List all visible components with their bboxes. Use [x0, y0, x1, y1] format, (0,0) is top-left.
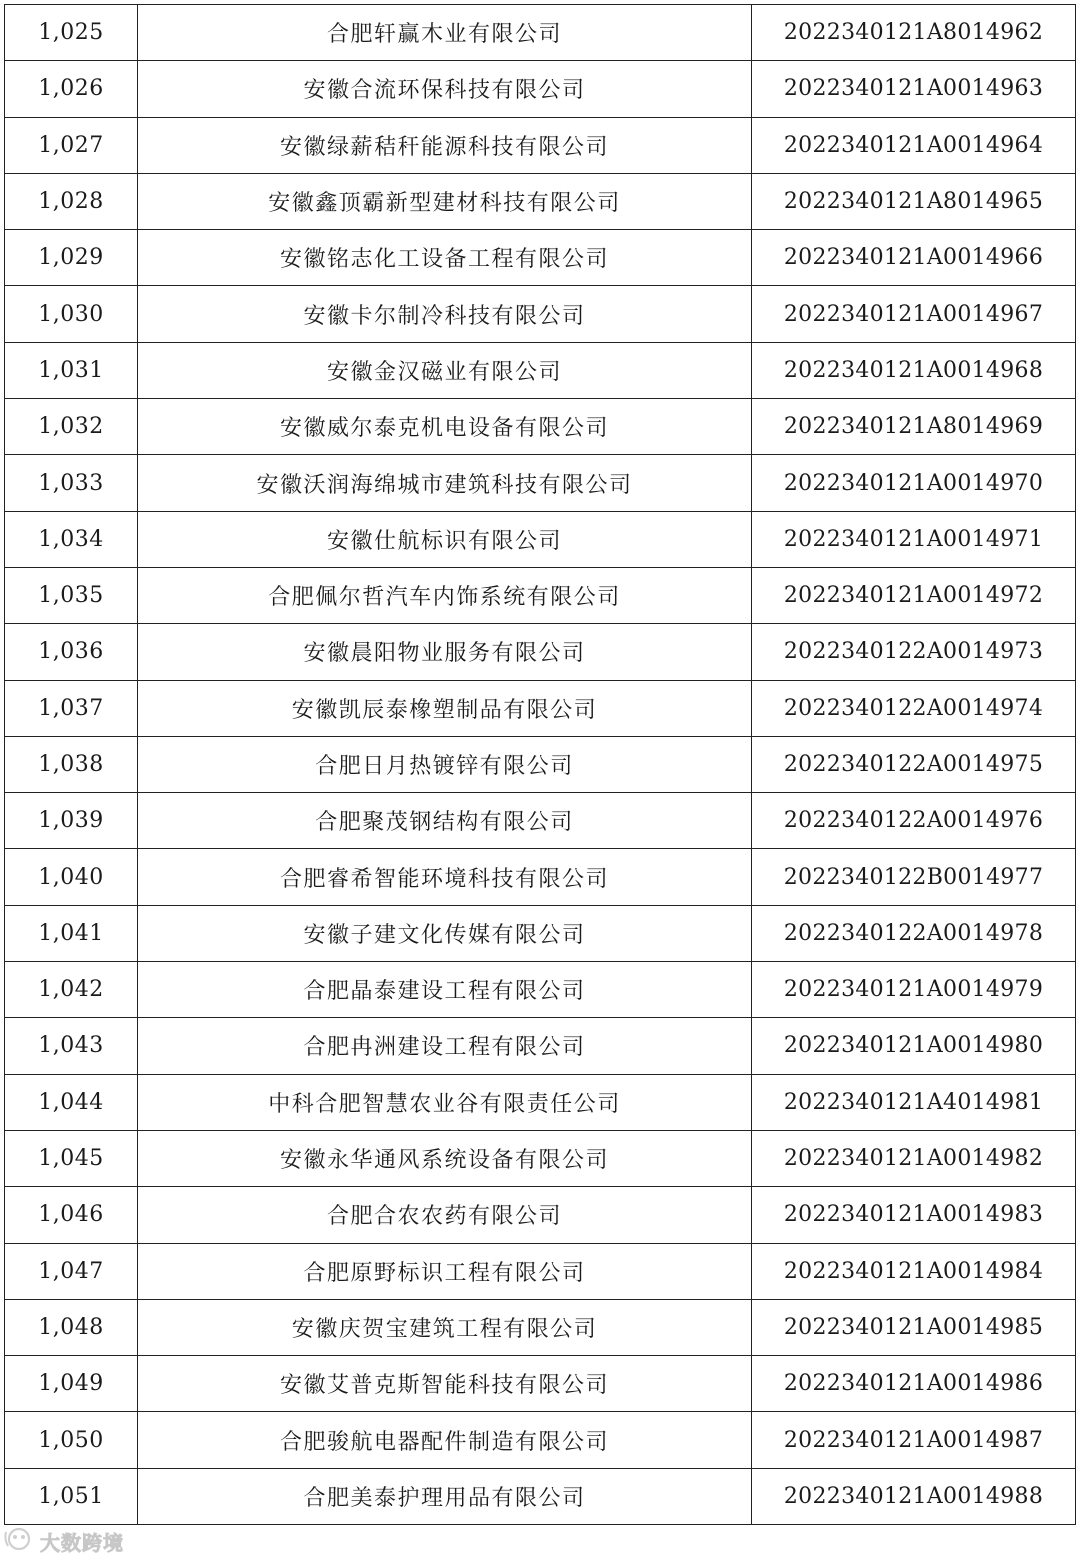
registration-code-cell: 2022340121A0014972	[752, 567, 1076, 623]
serial-number-cell: 1,030	[5, 286, 138, 342]
registration-code-cell: 2022340122A0014973	[752, 624, 1076, 680]
serial-number-cell: 1,040	[5, 849, 138, 905]
registration-code-cell: 2022340121A0014983	[752, 1187, 1076, 1243]
serial-number-cell: 1,048	[5, 1299, 138, 1355]
company-roster-table	[4, 4, 1076, 1525]
table-row	[5, 1412, 1076, 1468]
company-name-cell: 安徽鑫顶霸新型建材科技有限公司	[138, 173, 752, 229]
company-name-cell: 合肥睿希智能环境科技有限公司	[138, 849, 752, 905]
table-row	[5, 511, 1076, 567]
company-roster-sheet	[4, 4, 1075, 1525]
company-name-cell: 安徽绿薪秸秆能源科技有限公司	[138, 117, 752, 173]
registration-code-cell: 2022340121A0014970	[752, 455, 1076, 511]
company-name-cell: 安徽威尔泰克机电设备有限公司	[138, 399, 752, 455]
table-row	[5, 286, 1076, 342]
company-name-cell: 安徽沃润海绵城市建筑科技有限公司	[138, 455, 752, 511]
company-name-cell: 合肥佩尔哲汽车内饰系统有限公司	[138, 567, 752, 623]
serial-number-cell: 1,031	[5, 342, 138, 398]
table-row	[5, 1018, 1076, 1074]
company-name-cell: 安徽铭志化工设备工程有限公司	[138, 230, 752, 286]
serial-number-cell: 1,047	[5, 1243, 138, 1299]
serial-number-cell: 1,049	[5, 1356, 138, 1412]
table-row	[5, 1468, 1076, 1524]
registration-code-cell: 2022340121A0014968	[752, 342, 1076, 398]
table-row	[5, 1074, 1076, 1130]
registration-code-cell: 2022340121A0014966	[752, 230, 1076, 286]
company-name-cell: 安徽凯辰泰橡塑制品有限公司	[138, 680, 752, 736]
serial-number-cell: 1,025	[5, 5, 138, 61]
registration-code-cell: 2022340122A0014976	[752, 793, 1076, 849]
company-name-cell: 合肥冉洲建设工程有限公司	[138, 1018, 752, 1074]
registration-code-cell: 2022340121A0014980	[752, 1018, 1076, 1074]
registration-code-cell: 2022340121A0014984	[752, 1243, 1076, 1299]
company-name-cell: 安徽仕航标识有限公司	[138, 511, 752, 567]
table-row	[5, 905, 1076, 961]
serial-number-cell: 1,027	[5, 117, 138, 173]
table-row	[5, 793, 1076, 849]
table-row	[5, 1299, 1076, 1355]
serial-number-cell: 1,035	[5, 567, 138, 623]
company-name-cell: 合肥骏航电器配件制造有限公司	[138, 1412, 752, 1468]
table-row	[5, 1187, 1076, 1243]
table-row	[5, 455, 1076, 511]
serial-number-cell: 1,037	[5, 680, 138, 736]
serial-number-cell: 1,028	[5, 173, 138, 229]
table-row	[5, 61, 1076, 117]
company-name-cell: 合肥美泰护理用品有限公司	[138, 1468, 752, 1524]
registration-code-cell: 2022340121A0014982	[752, 1130, 1076, 1186]
table-row	[5, 567, 1076, 623]
table-row	[5, 342, 1076, 398]
serial-number-cell: 1,051	[5, 1468, 138, 1524]
table-row	[5, 117, 1076, 173]
company-name-cell: 安徽金汉磁业有限公司	[138, 342, 752, 398]
company-roster-body	[5, 5, 1076, 1525]
serial-number-cell: 1,050	[5, 1412, 138, 1468]
registration-code-cell: 2022340121A0014967	[752, 286, 1076, 342]
registration-code-cell: 2022340121A0014971	[752, 511, 1076, 567]
serial-number-cell: 1,046	[5, 1187, 138, 1243]
table-row	[5, 1356, 1076, 1412]
table-row	[5, 1243, 1076, 1299]
company-name-cell: 合肥日月热镀锌有限公司	[138, 736, 752, 792]
watermark-text: 大数跨境	[40, 1530, 124, 1555]
serial-number-cell: 1,033	[5, 455, 138, 511]
registration-code-cell: 2022340121A0014987	[752, 1412, 1076, 1468]
table-row	[5, 962, 1076, 1018]
registration-code-cell: 2022340121A0014964	[752, 117, 1076, 173]
serial-number-cell: 1,041	[5, 905, 138, 961]
serial-number-cell: 1,039	[5, 793, 138, 849]
serial-number-cell: 1,036	[5, 624, 138, 680]
registration-code-cell: 2022340122A0014974	[752, 680, 1076, 736]
table-row	[5, 1130, 1076, 1186]
table-row	[5, 736, 1076, 792]
registration-code-cell: 2022340122B0014977	[752, 849, 1076, 905]
registration-code-cell: 2022340121A4014981	[752, 1074, 1076, 1130]
registration-code-cell: 2022340121A0014988	[752, 1468, 1076, 1524]
table-row	[5, 849, 1076, 905]
table-row	[5, 5, 1076, 61]
registration-code-cell: 2022340121A0014985	[752, 1299, 1076, 1355]
table-row	[5, 230, 1076, 286]
serial-number-cell: 1,045	[5, 1130, 138, 1186]
company-name-cell: 安徽晨阳物业服务有限公司	[138, 624, 752, 680]
registration-code-cell: 2022340121A8014962	[752, 5, 1076, 61]
registration-code-cell: 2022340122A0014978	[752, 905, 1076, 961]
serial-number-cell: 1,029	[5, 230, 138, 286]
company-name-cell: 合肥合农农药有限公司	[138, 1187, 752, 1243]
table-row	[5, 173, 1076, 229]
company-name-cell: 安徽合流环保科技有限公司	[138, 61, 752, 117]
company-name-cell: 合肥晶泰建设工程有限公司	[138, 962, 752, 1018]
table-row	[5, 624, 1076, 680]
registration-code-cell: 2022340121A0014963	[752, 61, 1076, 117]
registration-code-cell: 2022340121A8014969	[752, 399, 1076, 455]
watermark	[2, 1526, 124, 1556]
registration-code-cell: 2022340121A8014965	[752, 173, 1076, 229]
serial-number-cell: 1,043	[5, 1018, 138, 1074]
company-name-cell: 合肥轩赢木业有限公司	[138, 5, 752, 61]
registration-code-cell: 2022340121A0014979	[752, 962, 1076, 1018]
company-name-cell: 合肥原野标识工程有限公司	[138, 1243, 752, 1299]
registration-code-cell: 2022340122A0014975	[752, 736, 1076, 792]
table-row	[5, 399, 1076, 455]
company-name-cell: 安徽艾普克斯智能科技有限公司	[138, 1356, 752, 1412]
serial-number-cell: 1,034	[5, 511, 138, 567]
serial-number-cell: 1,032	[5, 399, 138, 455]
registration-code-cell: 2022340121A0014986	[752, 1356, 1076, 1412]
serial-number-cell: 1,026	[5, 61, 138, 117]
company-name-cell: 合肥聚茂钢结构有限公司	[138, 793, 752, 849]
company-name-cell: 安徽永华通风系统设备有限公司	[138, 1130, 752, 1186]
watermark-logo-icon	[2, 1526, 36, 1556]
company-name-cell: 安徽子建文化传媒有限公司	[138, 905, 752, 961]
company-name-cell: 安徽卡尔制冷科技有限公司	[138, 286, 752, 342]
company-name-cell: 中科合肥智慧农业谷有限责任公司	[138, 1074, 752, 1130]
serial-number-cell: 1,044	[5, 1074, 138, 1130]
table-row	[5, 680, 1076, 736]
serial-number-cell: 1,038	[5, 736, 138, 792]
company-name-cell: 安徽庆贺宝建筑工程有限公司	[138, 1299, 752, 1355]
serial-number-cell: 1,042	[5, 962, 138, 1018]
